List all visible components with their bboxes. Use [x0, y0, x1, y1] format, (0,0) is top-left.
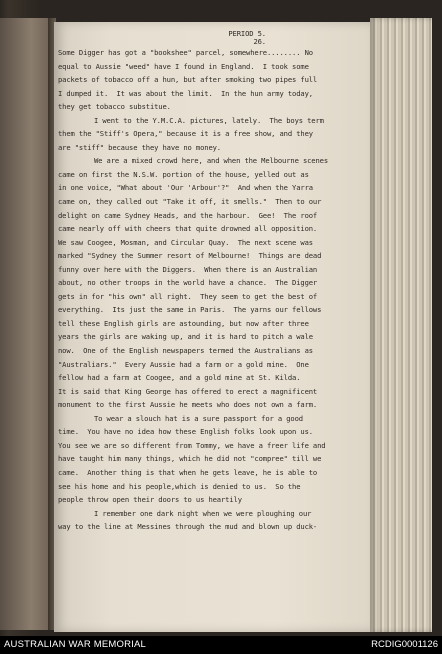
page-stack-shadow — [432, 18, 442, 632]
period-label: PERIOD 5. — [228, 29, 266, 38]
text-line: came on, they called out "Take it off, it smells." Then to our — [58, 197, 322, 207]
paragraph — [58, 412, 358, 507]
previous-page-edge — [0, 18, 52, 630]
paragraph — [58, 114, 358, 155]
text-line: everything. Its just the same in Paris. The yarns our fellows — [58, 305, 322, 315]
text-line: time. You have no idea how these English folks look upon us. — [58, 427, 313, 437]
paragraph — [58, 507, 358, 534]
text-line: We saw Coogee, Mosman, and Circular Quay. The next scene was — [58, 237, 313, 247]
text-line: years the girls are waking up, and it is hard to pitch a wale — [58, 332, 313, 342]
text-line: Some Digger has got a "bookshee" parcel, somewhere........ No — [58, 48, 313, 57]
text-line: To wear a slouch hat is a sure passport for a good — [94, 413, 303, 423]
text-line: came nearly off with cheers that quite drowned all opposition. — [58, 224, 318, 234]
text-line: came. Another thing is that when he gets leave, he is able to — [58, 467, 318, 477]
text-line: marked "Sydney the Summer resort of Melbourne! Things are dead — [58, 251, 322, 261]
paragraph — [58, 154, 358, 411]
text-line: way to the line at Messines through the mud and blown up duck- — [58, 522, 318, 532]
archive-footer-bar — [0, 636, 442, 654]
paragraph — [58, 46, 358, 114]
text-line: them the "Stiff's Opera," because it is a free show, and they — [58, 129, 313, 139]
page-header — [58, 30, 358, 46]
text-line: gets in for "his own" all right. They seem to get the best of — [58, 291, 318, 301]
text-line: funny over here with the Diggers. When there is an Australian — [58, 264, 318, 274]
page-number: 26. — [253, 37, 266, 46]
archive-source-label: AUSTRALIAN WAR MEMORIAL — [4, 639, 147, 650]
text-line: It is said that King George has offered to erect a magnificent — [58, 386, 318, 396]
text-line: delight on came Sydney Heads, and the harbour. Gee! The roof — [58, 210, 318, 220]
typed-text — [58, 30, 358, 534]
text-line: came on first the N.S.W. portion of the house, yelled out as — [58, 169, 309, 179]
text-line: have taught him many things, which he did not "compree" till we — [58, 454, 322, 464]
text-line: packets of tobacco off a hun, but after smoking two pipes full — [58, 75, 318, 85]
text-line: see his home and his people,which is denied to us. So the — [58, 481, 301, 491]
text-line: You see we are so different from Tommy, we have a freer life and — [58, 440, 326, 450]
text-line: people throw open their doors to us heartily — [58, 495, 242, 505]
record-id-label: RCDIG0001126 — [371, 639, 438, 650]
text-line: are "stiff" because they have no money. — [58, 142, 221, 152]
text-line: tell these English girls are astounding, but now after three — [58, 318, 309, 328]
text-line: fellow had a farm at Coogee, and a gold mine at St. Kilda. — [58, 373, 301, 383]
text-line: I went to the Y.M.C.A. pictures, lately. The boys term — [94, 115, 324, 125]
text-line: We are a mixed crowd here, and when the Melbourne scenes — [94, 156, 329, 166]
text-line: in one voice, "What about 'Our 'Arbour'?" And when the Yarra — [58, 183, 313, 193]
text-line: monument to the first Aussie he meets who does not own a farm. — [58, 400, 318, 410]
text-line: I remember one dark night when we were ploughing our — [94, 508, 312, 518]
text-line: they get tobacco substitue. — [58, 102, 171, 112]
text-line: equal to Aussie "weed" have I found in England. I took some — [58, 61, 309, 71]
text-line: "Australiars." Every Aussie had a farm or a gold mine. One — [58, 359, 309, 369]
text-line: about, no other troops in the world have a chance. The Digger — [58, 278, 318, 288]
text-line: I dumped it. It was about the limit. In the hun army today, — [58, 88, 313, 98]
text-line: now. One of the English newspapers termed the Australians as — [58, 346, 313, 356]
